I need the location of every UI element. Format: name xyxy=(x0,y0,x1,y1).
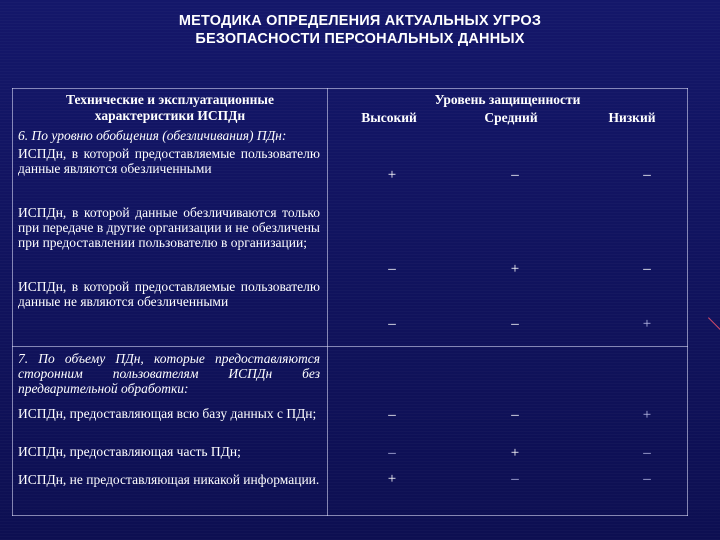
section6-title: 6. По уровню обобщения (обезличивания) ПДн: xyxy=(18,128,287,143)
header-characteristics-line1: Технические и эксплуатационные xyxy=(66,92,274,107)
section7-row1-low: + xyxy=(642,407,652,423)
slide-title-line2: БЕЗОПАСНОСТИ ПЕРСОНАЛЬНЫХ ДАННЫХ xyxy=(195,31,525,47)
header-characteristics xyxy=(16,92,324,124)
header-level-low: Низкий xyxy=(608,110,656,125)
section7-row1-mid: – xyxy=(511,407,519,423)
section7-row3-text: ИСПДн, не предоставляющая никакой информации. xyxy=(18,472,320,487)
section6-row1-mid: – xyxy=(511,167,519,183)
slide-title-line1: МЕТОДИКА ОПРЕДЕЛЕНИЯ АКТУАЛЬНЫХ УГРОЗ xyxy=(178,13,542,29)
section7-row1-high: – xyxy=(388,407,396,423)
table-column-divider xyxy=(327,88,328,516)
threat-table xyxy=(12,88,688,516)
section7-row2-text: ИСПДн, предоставляющая часть ПДн; xyxy=(18,444,241,459)
section6-row3-mid: – xyxy=(511,316,519,332)
section6-row1-text: ИСПДн, в которой предоставляемые пользователю данные являются обезличенными xyxy=(18,146,320,176)
section6-row2-mid: + xyxy=(510,261,520,277)
table-border-right xyxy=(687,88,688,516)
section7-row2-mid: + xyxy=(510,445,520,461)
section6-row3-low: + xyxy=(642,316,652,332)
header-protection-level: Уровень защищенности xyxy=(434,92,581,107)
section6-row2-high: – xyxy=(388,261,396,277)
section6-row2-low: – xyxy=(643,261,651,277)
header-characteristics-line2: характеристики ИСПДн xyxy=(94,108,246,123)
table-section-divider xyxy=(12,346,688,347)
section7-row3-low: – xyxy=(643,471,651,487)
section6-row1-high: + xyxy=(387,167,397,183)
section7-title: 7. По объему ПДн, которые предоставляются сторонним пользователям ИСПДн без предварительной обработки: xyxy=(18,351,320,396)
section7-row2-high: – xyxy=(388,445,396,461)
section7-row3-high: + xyxy=(387,471,397,487)
section6-row2-text: ИСПДн, в которой данные обезличиваются только при передаче в другие организации и не обезличены при предоставлении пользователю в организации; xyxy=(18,205,320,250)
table-border-bottom xyxy=(12,515,688,516)
table-border-left xyxy=(12,88,13,516)
section6-row3-high: – xyxy=(388,316,396,332)
section7-row3-mid: – xyxy=(511,471,519,487)
section7-row2-low: – xyxy=(643,445,651,461)
table-border-top xyxy=(12,88,688,89)
section6-row3-text: ИСПДн, в которой предоставляемые пользователю данные не являются обезличенными xyxy=(18,279,320,309)
section6-row1-low: – xyxy=(643,167,651,183)
header-level-high: Высокий xyxy=(361,110,417,125)
slide-title xyxy=(0,12,720,48)
header-level-medium: Средний xyxy=(484,110,538,125)
decorative-red-line xyxy=(708,317,720,339)
section7-row1-text: ИСПДн, предоставляющая всю базу данных с ПДн; xyxy=(18,406,317,421)
